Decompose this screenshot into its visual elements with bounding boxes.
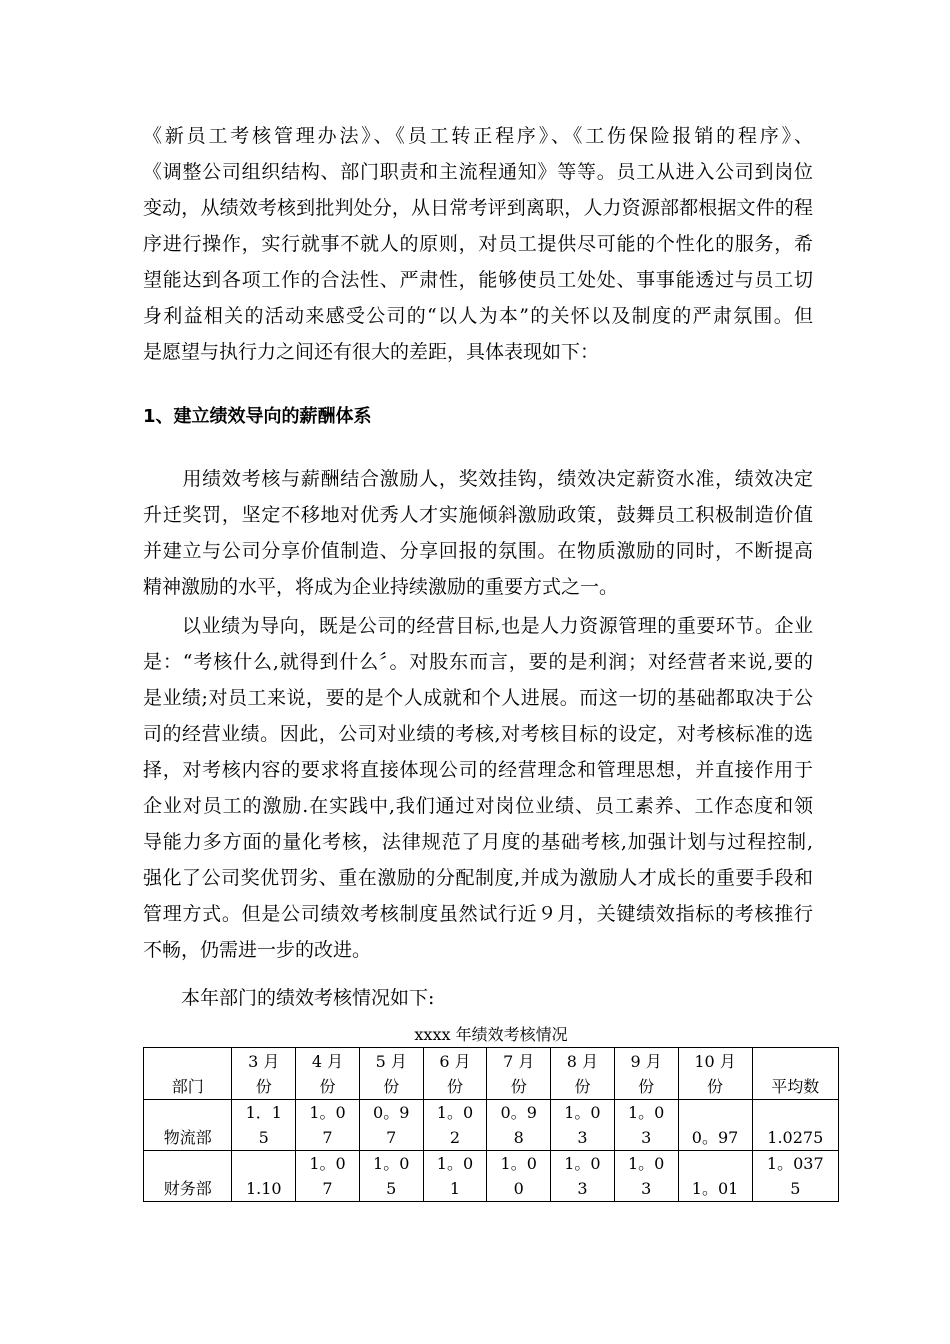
header-cell-oct: 10 月 份 xyxy=(678,1048,752,1100)
table-header-row xyxy=(144,1048,839,1100)
value-cell: 0。9 7 xyxy=(359,1100,423,1151)
header-cell-aug: 8 月 份 xyxy=(551,1048,615,1100)
table-row xyxy=(144,1151,839,1202)
value-cell: 1。0 3 xyxy=(614,1151,678,1202)
text-line: 精神激励的水平，将成为企业持续激励的重要方式之一。 xyxy=(143,576,619,598)
text-line: 不畅，仍需进一步的改进。 xyxy=(143,939,372,961)
value-cell: 1。0 3 xyxy=(551,1100,615,1151)
header-cell-dept: 部门 xyxy=(144,1048,232,1100)
text-line: 用绩效考核与薪酬结合激励人，奖效挂钩，绩效决定薪资水准，绩效决定 xyxy=(143,468,813,490)
text-line: 企业对员工的激励.在实践中,我们通过对岗位业绩、员工素养、工作态度和领 xyxy=(143,795,813,817)
value-cell: 1。0 7 xyxy=(296,1151,360,1202)
value-cell: 0。9 8 xyxy=(487,1100,551,1151)
dept-cell: 物流部 xyxy=(144,1100,232,1151)
text-line: 是愿望与执行力之间还有很大的差距，具体表现如下： xyxy=(143,341,600,363)
value-cell: 1。0 2 xyxy=(423,1100,487,1151)
header-cell-apr: 4 月 份 xyxy=(296,1048,360,1100)
average-cell: 1.0275 xyxy=(752,1100,838,1151)
text-line: 强化了公司奖优罚劣、重在激励的分配制度,并成为激励人才成长的重要手段和 xyxy=(143,867,813,889)
value-cell: 1。0 5 xyxy=(359,1151,423,1202)
header-cell-may: 5 月 份 xyxy=(359,1048,423,1100)
text-line: 变动，从绩效考核到批判处分，从日常考评到离职，人力资源部都根据文件的程 xyxy=(143,197,813,219)
dept-cell: 财务部 xyxy=(144,1151,232,1202)
text-line: 管理方式。但是公司绩效考核制度虽然试行近９月，关键绩效指标的考核推行 xyxy=(143,903,813,925)
header-cell-jun: 6 月 份 xyxy=(423,1048,487,1100)
text-line: 以业绩为导向，既是公司的经营目标,也是人力资源管理的重要环节。企业 xyxy=(143,615,813,637)
table-row xyxy=(144,1100,839,1151)
performance-table xyxy=(143,1047,839,1202)
average-cell: 1。037 5 xyxy=(752,1151,838,1202)
text-line: 身利益相关的活动来感受公司的“以人为本”的关怀以及制度的严肃氛围。但 xyxy=(143,305,813,327)
text-line: 导能力多方面的量化考核，法律规范了月度的基础考核,加强计划与过程控制, xyxy=(143,831,813,853)
text-line: 升迁奖罚，坚定不移地对优秀人才实施倾斜激励政策，鼓舞员工积极制造价值 xyxy=(143,504,813,526)
section-heading: 1、建立绩效导向的薪酬体系 xyxy=(143,406,372,427)
header-cell-sep: 9 月 份 xyxy=(614,1048,678,1100)
table-caption: xxxx 年绩效考核情况 xyxy=(414,1025,568,1044)
text-line: 望能达到各项工作的合法性、严肃性，能够使员工处处、事事能透过与员工切 xyxy=(143,269,813,291)
text-line: 《新员工考核管理办法》、《员工转正程序》、《工伤保险报销的程序》、 xyxy=(143,125,813,147)
header-cell-mar: 3 月 份 xyxy=(232,1048,296,1100)
text-line: 《调整公司组织结构、部门职责和主流程通知》等等。员工从进入公司到岗位 xyxy=(143,161,813,183)
value-cell: 1。0 1 xyxy=(423,1151,487,1202)
value-cell: 0。97 xyxy=(678,1100,752,1151)
value-cell: 1。0 7 xyxy=(296,1100,360,1151)
header-cell-avg: 平均数 xyxy=(752,1048,838,1100)
header-cell-jul: 7 月 份 xyxy=(487,1048,551,1100)
value-cell: 1．1 5 xyxy=(232,1100,296,1151)
text-line: 司的经营业绩。因此，公司对业绩的考核,对考核目标的设定，对考核标准的选 xyxy=(143,723,813,745)
value-cell: 1。0 3 xyxy=(614,1100,678,1151)
text-line: 是业绩;对员工来说，要的是个人成就和个人进展。而这一切的基础都取决于公 xyxy=(143,687,813,709)
table-intro: 本年部门的绩效考核情况如下: xyxy=(143,987,435,1009)
value-cell: 1。0 0 xyxy=(487,1151,551,1202)
value-cell: 1。0 3 xyxy=(551,1151,615,1202)
text-line: 序进行操作，实行就事不就人的原则，对员工提供尽可能的个性化的服务，希 xyxy=(143,233,813,255)
text-line: 择，对考核内容的要求将直接体现公司的经营理念和管理思想，并直接作用于 xyxy=(143,759,813,781)
value-cell: 1。01 xyxy=(678,1151,752,1202)
text-line: 是：“考核什么,就得到什么〞。对股东而言，要的是利润；对经营者来说,要的 xyxy=(143,651,813,673)
value-cell: 1.10 xyxy=(232,1151,296,1202)
text-line: 并建立与公司分享价值制造、分享回报的氛围。在物质激励的同时，不断提高 xyxy=(143,540,813,562)
